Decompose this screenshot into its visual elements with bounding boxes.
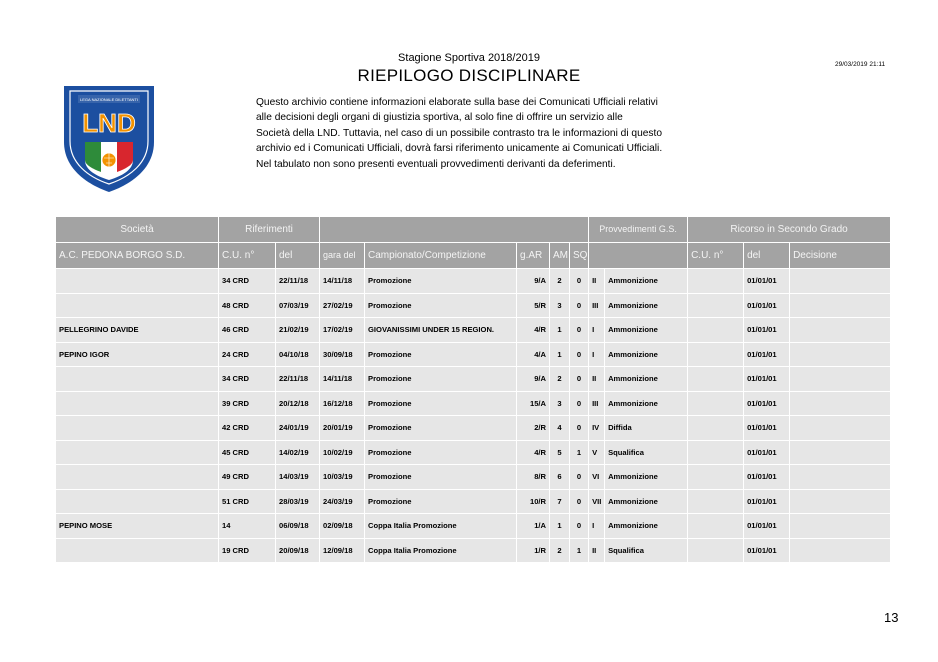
cell-player: [56, 441, 219, 466]
intro-line: alle decisioni degli organi di giustizia sportiva, al solo fine di offrire un servizio alle: [256, 112, 623, 124]
cell-cu2: [688, 514, 744, 539]
logo-text: LND: [82, 108, 136, 138]
cell-roman: VI: [589, 465, 605, 490]
cell-gar: 15/A: [517, 392, 550, 417]
cell-del: 20/09/18: [276, 539, 320, 564]
cell-gar: 1/A: [517, 514, 550, 539]
cell-cu2: [688, 343, 744, 368]
cell-del2: 01/01/01: [744, 539, 790, 564]
cell-cu: 39 CRD: [219, 392, 276, 417]
cell-cu2: [688, 416, 744, 441]
cell-provvedimento: Squalifica: [605, 441, 688, 466]
intro-line: Nel tabulato non sono presenti eventuali provvedimenti derivanti da deferimenti.: [256, 158, 616, 170]
cell-sq: 0: [570, 465, 589, 490]
cell-gara-del: 17/02/19: [320, 318, 365, 343]
cell-cu2: [688, 441, 744, 466]
cell-gar: 5/R: [517, 294, 550, 319]
header-riferimenti: Riferimenti: [219, 217, 320, 243]
cell-cu: 34 CRD: [219, 367, 276, 392]
cell-cu: 46 CRD: [219, 318, 276, 343]
cell-competition: GIOVANISSIMI UNDER 15 REGION.: [365, 318, 517, 343]
cell-del2: 01/01/01: [744, 318, 790, 343]
cell-gar: 9/A: [517, 269, 550, 294]
cell-gar: 2/R: [517, 416, 550, 441]
cell-am: 1: [550, 343, 570, 368]
cell-roman: I: [589, 318, 605, 343]
cell-provvedimento: Ammonizione: [605, 318, 688, 343]
cell-player: [56, 465, 219, 490]
cell-sq: 0: [570, 416, 589, 441]
cell-gar: 9/A: [517, 367, 550, 392]
cell-del2: 01/01/01: [744, 490, 790, 515]
print-timestamp: 29/03/2019 21:11: [835, 61, 886, 68]
cell-del2: 01/01/01: [744, 416, 790, 441]
cell-gara-del: 30/09/18: [320, 343, 365, 368]
cell-sq: 0: [570, 514, 589, 539]
cell-gara-del: 16/12/18: [320, 392, 365, 417]
cell-del: 14/02/19: [276, 441, 320, 466]
cell-roman: II: [589, 269, 605, 294]
header-cu2: C.U. n°: [688, 243, 744, 269]
cell-sq: 0: [570, 392, 589, 417]
cell-am: 4: [550, 416, 570, 441]
header-del2: del: [744, 243, 790, 269]
group-header-row: [56, 217, 891, 243]
header-ricorso: Ricorso in Secondo Grado: [688, 217, 891, 243]
cell-gara-del: 12/09/18: [320, 539, 365, 564]
table-row: [56, 367, 891, 392]
column-header-row: [56, 243, 891, 269]
header-sq: SQ: [570, 243, 589, 269]
cell-roman: II: [589, 539, 605, 564]
cell-am: 3: [550, 392, 570, 417]
cell-provvedimento: Diffida: [605, 416, 688, 441]
cell-cu: 34 CRD: [219, 269, 276, 294]
cell-del2: 01/01/01: [744, 367, 790, 392]
cell-roman: IV: [589, 416, 605, 441]
header-provvedimenti: Provvedimenti G.S.: [589, 217, 688, 243]
cell-cu2: [688, 392, 744, 417]
cell-player: PEPINO IGOR: [56, 343, 219, 368]
cell-provvedimento: Ammonizione: [605, 294, 688, 319]
cell-cu: 19 CRD: [219, 539, 276, 564]
cell-am: 2: [550, 269, 570, 294]
cell-del: 28/03/19: [276, 490, 320, 515]
season-label: Stagione Sportiva 2018/2019: [398, 52, 540, 64]
cell-gar: 4/A: [517, 343, 550, 368]
cell-gara-del: 24/03/19: [320, 490, 365, 515]
cell-del: 04/10/18: [276, 343, 320, 368]
cell-sq: 0: [570, 367, 589, 392]
cell-del: 24/01/19: [276, 416, 320, 441]
cell-competition: Promozione: [365, 490, 517, 515]
table-row: [56, 490, 891, 515]
cell-roman: II: [589, 367, 605, 392]
cell-gar: 4/R: [517, 318, 550, 343]
cell-del2: 01/01/01: [744, 392, 790, 417]
cell-del2: 01/01/01: [744, 514, 790, 539]
cell-gara-del: 10/03/19: [320, 465, 365, 490]
cell-provvedimento: Ammonizione: [605, 392, 688, 417]
cell-cu2: [688, 367, 744, 392]
header-provvedimento: [589, 243, 688, 269]
cell-sq: 0: [570, 343, 589, 368]
cell-am: 1: [550, 318, 570, 343]
cell-competition: Coppa Italia Promozione: [365, 539, 517, 564]
cell-decisione: [790, 392, 891, 417]
cell-decisione: [790, 514, 891, 539]
cell-gara-del: 14/11/18: [320, 367, 365, 392]
cell-provvedimento: Ammonizione: [605, 465, 688, 490]
cell-decisione: [790, 490, 891, 515]
cell-del2: 01/01/01: [744, 269, 790, 294]
cell-cu: 51 CRD: [219, 490, 276, 515]
cell-decisione: [790, 343, 891, 368]
cell-am: 6: [550, 465, 570, 490]
cell-decisione: [790, 441, 891, 466]
cell-cu: 49 CRD: [219, 465, 276, 490]
cell-gar: 10/R: [517, 490, 550, 515]
header-societa: Società: [56, 217, 219, 243]
cell-del2: 01/01/01: [744, 465, 790, 490]
cell-competition: Promozione: [365, 269, 517, 294]
cell-cu2: [688, 318, 744, 343]
cell-decisione: [790, 318, 891, 343]
cell-gara-del: 02/09/18: [320, 514, 365, 539]
cell-sq: 0: [570, 294, 589, 319]
cell-roman: V: [589, 441, 605, 466]
cell-provvedimento: Ammonizione: [605, 490, 688, 515]
cell-am: 1: [550, 514, 570, 539]
logo-banner-text: LEGA NAZIONALE DILETTANTI: [80, 97, 138, 102]
cell-decisione: [790, 367, 891, 392]
page-title: RIEPILOGO DISCIPLINARE: [357, 66, 581, 85]
cell-provvedimento: Ammonizione: [605, 343, 688, 368]
header-del: del: [276, 243, 320, 269]
cell-gara-del: 14/11/18: [320, 269, 365, 294]
cell-player: PEPINO MOSE: [56, 514, 219, 539]
table-row: [56, 294, 891, 319]
cell-cu: 48 CRD: [219, 294, 276, 319]
cell-gara-del: 27/02/19: [320, 294, 365, 319]
cell-del: 07/03/19: [276, 294, 320, 319]
cell-decisione: [790, 465, 891, 490]
cell-gara-del: 10/02/19: [320, 441, 365, 466]
cell-sq: 0: [570, 490, 589, 515]
cell-am: 3: [550, 294, 570, 319]
cell-competition: Promozione: [365, 416, 517, 441]
cell-competition: Promozione: [365, 441, 517, 466]
table-row: [56, 318, 891, 343]
cell-competition: Promozione: [365, 294, 517, 319]
cell-player: PELLEGRINO DAVIDE: [56, 318, 219, 343]
cell-competition: Promozione: [365, 343, 517, 368]
cell-player: [56, 392, 219, 417]
cell-roman: I: [589, 514, 605, 539]
cell-sq: 0: [570, 318, 589, 343]
cell-cu2: [688, 269, 744, 294]
header-cu: C.U. n°: [219, 243, 276, 269]
table-row: [56, 343, 891, 368]
cell-gar: 4/R: [517, 441, 550, 466]
cell-am: 7: [550, 490, 570, 515]
intro-text: [256, 95, 726, 172]
cell-cu: 24 CRD: [219, 343, 276, 368]
cell-roman: III: [589, 294, 605, 319]
header-gar: g.AR: [517, 243, 550, 269]
cell-decisione: [790, 294, 891, 319]
cell-decisione: [790, 539, 891, 564]
cell-del: 14/03/19: [276, 465, 320, 490]
cell-del: 20/12/18: [276, 392, 320, 417]
table-row: [56, 539, 891, 564]
cell-am: 5: [550, 441, 570, 466]
cell-cu2: [688, 539, 744, 564]
cell-provvedimento: Ammonizione: [605, 269, 688, 294]
header-campionato: Campionato/Competizione: [365, 243, 517, 269]
intro-line: Questo archivio contiene informazioni elaborate sulla base dei Comunicati Ufficiali relativi: [256, 97, 658, 108]
cell-del2: 01/01/01: [744, 343, 790, 368]
cell-del: 22/11/18: [276, 269, 320, 294]
cell-am: 2: [550, 539, 570, 564]
cell-roman: VII: [589, 490, 605, 515]
cell-decisione: [790, 269, 891, 294]
table-row: [56, 269, 891, 294]
cell-player: [56, 416, 219, 441]
lnd-logo: [60, 80, 158, 194]
cell-sq: 0: [570, 269, 589, 294]
cell-player: [56, 294, 219, 319]
cell-player: [56, 269, 219, 294]
table-row: [56, 514, 891, 539]
cell-competition: Coppa Italia Promozione: [365, 514, 517, 539]
cell-provvedimento: Ammonizione: [605, 367, 688, 392]
table-row: [56, 416, 891, 441]
table-row: [56, 392, 891, 417]
page-number: 13: [884, 610, 899, 625]
cell-competition: Promozione: [365, 392, 517, 417]
cell-cu: 45 CRD: [219, 441, 276, 466]
table-row: [56, 465, 891, 490]
cell-sq: 1: [570, 441, 589, 466]
cell-cu: 42 CRD: [219, 416, 276, 441]
cell-am: 2: [550, 367, 570, 392]
cell-player: [56, 539, 219, 564]
cell-gar: 8/R: [517, 465, 550, 490]
cell-sq: 1: [570, 539, 589, 564]
cell-del: 21/02/19: [276, 318, 320, 343]
cell-provvedimento: Ammonizione: [605, 514, 688, 539]
intro-line: Società della LND. Tuttavia, nel caso di un possibile contrasto tra le informazioni di questo: [256, 127, 663, 139]
cell-cu2: [688, 465, 744, 490]
cell-decisione: [790, 416, 891, 441]
cell-gar: 1/R: [517, 539, 550, 564]
cell-cu: 14: [219, 514, 276, 539]
cell-competition: Promozione: [365, 367, 517, 392]
cell-del2: 01/01/01: [744, 294, 790, 319]
cell-cu2: [688, 490, 744, 515]
cell-roman: I: [589, 343, 605, 368]
header-decisione: Decisione: [790, 243, 891, 269]
cell-gara-del: 20/01/19: [320, 416, 365, 441]
disciplinary-table: [56, 217, 891, 563]
table-row: [56, 441, 891, 466]
header-empty: [320, 217, 589, 243]
cell-cu2: [688, 294, 744, 319]
cell-provvedimento: Squalifica: [605, 539, 688, 564]
cell-del: 06/09/18: [276, 514, 320, 539]
cell-del2: 01/01/01: [744, 441, 790, 466]
cell-player: [56, 490, 219, 515]
cell-competition: Promozione: [365, 465, 517, 490]
header-gara-del: gara del: [320, 243, 365, 269]
cell-roman: III: [589, 392, 605, 417]
cell-player: [56, 367, 219, 392]
header-club: A.C. PEDONA BORGO S.D.: [56, 243, 219, 269]
intro-line: archivio ed i Comunicati Ufficiali, dovrà farsi riferimento unicamente ai Comunicati Ufficiali.: [256, 143, 663, 155]
header-am: AM: [550, 243, 570, 269]
cell-del: 22/11/18: [276, 367, 320, 392]
